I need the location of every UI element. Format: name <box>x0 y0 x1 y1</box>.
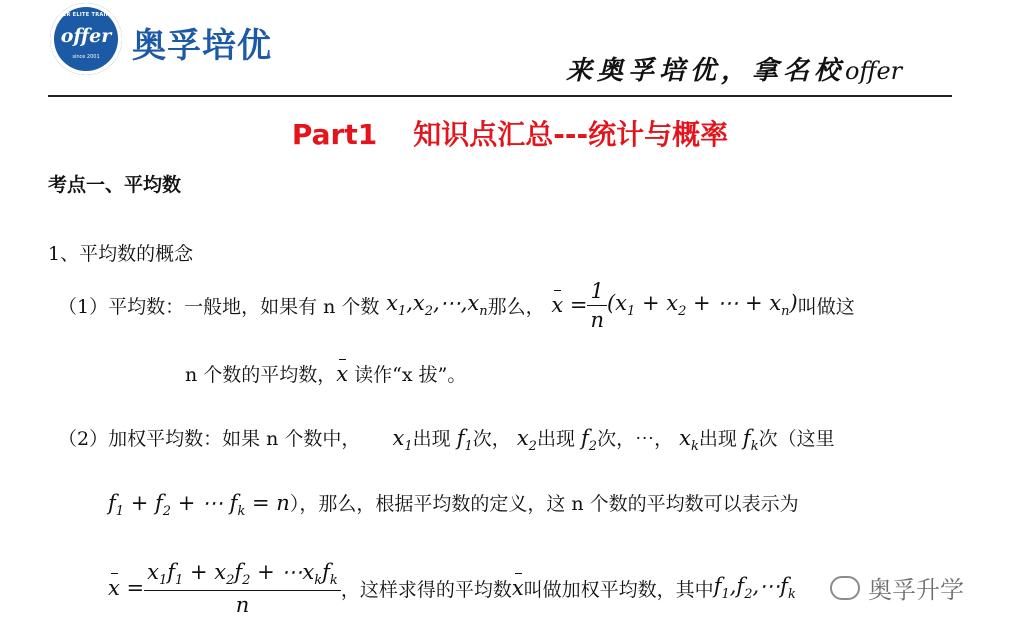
para2-line3-end: 叫做加权平均数，其中 <box>523 578 714 601</box>
page-title <box>0 113 1020 153</box>
watermark <box>830 570 964 605</box>
para1-mid: 那么， <box>487 295 545 318</box>
math-xbar-2: x <box>336 362 349 386</box>
math-seq: $x_1,x_2,\cdots,x_n$ <box>379 291 488 319</box>
brand-name: 奥孚培优 <box>132 26 272 66</box>
math-weights: $f_1,f_2,\cdots f_k$ <box>713 574 796 602</box>
appear-2: 出现 <box>536 428 575 450</box>
para1-line2-pre: n 个数的平均数， <box>185 364 337 386</box>
times-2: 次， <box>597 428 636 450</box>
para2-line3 <box>108 556 796 620</box>
times-last: 次（这里 <box>758 428 835 450</box>
math-xbar-3: x = <box>108 576 145 600</box>
para1-lead: （1）平均数：一般地，如果有 n 个数 <box>58 295 380 318</box>
logo-word: offer <box>60 25 112 47</box>
frac-numerator: 1 <box>590 278 604 303</box>
slogan <box>566 50 902 87</box>
header-rule <box>48 95 952 97</box>
item-heading: 1、平均数的概念 <box>48 243 194 265</box>
math-sum: ($x_1 + x_2$ + ⋯ + $x_n$) <box>606 291 798 319</box>
math-fraction <box>587 279 607 332</box>
math-weighted-fraction: $\frac{x_1f_1 + x_2f_2 + \cdots x_kf_k}{n}$ <box>144 560 341 617</box>
logo-since: since 2001 <box>72 54 100 60</box>
appear-k: 出现 <box>698 428 737 450</box>
logo-badge <box>50 3 122 75</box>
logo-ring-text: OFFER ELITE TRAINING <box>50 12 122 18</box>
math-xbar-4: x <box>511 576 524 600</box>
slogan-cn: 来奥孚培优，拿名校 <box>566 56 846 86</box>
times-1: 次， <box>472 428 511 450</box>
title-text: 知识点汇总---统计与概率 <box>413 118 729 151</box>
frac-denominator: n <box>590 307 604 332</box>
appear-1: 出现 <box>412 428 451 450</box>
section-heading: 考点一、平均数 <box>48 174 182 196</box>
para2-line2 <box>108 489 799 519</box>
wechat-icon <box>830 576 860 600</box>
para2-line1: （2）加权平均数：如果 n 个数中， $x_1$出现 $f_1$次， $x_2$出现 $f_2$次，⋯， $x_k$出现 $f_k$次（这里 <box>58 426 835 454</box>
para1-end: 叫做这 <box>797 295 855 318</box>
math-sum-f: $f_1 + f_2$ + ⋯ $f_k = n$ <box>108 491 290 519</box>
title-part: Part1 <box>291 118 378 151</box>
para2-line2-post: ），那么，根据平均数的定义，这 n 个数的平均数可以表示为 <box>289 493 799 515</box>
para2-line3-post: ，这样求得的平均数 <box>340 578 512 601</box>
para1-line1 <box>58 276 855 334</box>
para1-line2 <box>185 360 466 387</box>
slogan-en: offer <box>845 57 903 85</box>
watermark-text: 奥孚升学 <box>868 576 964 604</box>
para1-line2-post: 读作“x 拔”。 <box>354 364 467 386</box>
para2-lead: （2）加权平均数：如果 n 个数中， <box>58 428 361 450</box>
math-xbar: x = <box>551 293 588 317</box>
